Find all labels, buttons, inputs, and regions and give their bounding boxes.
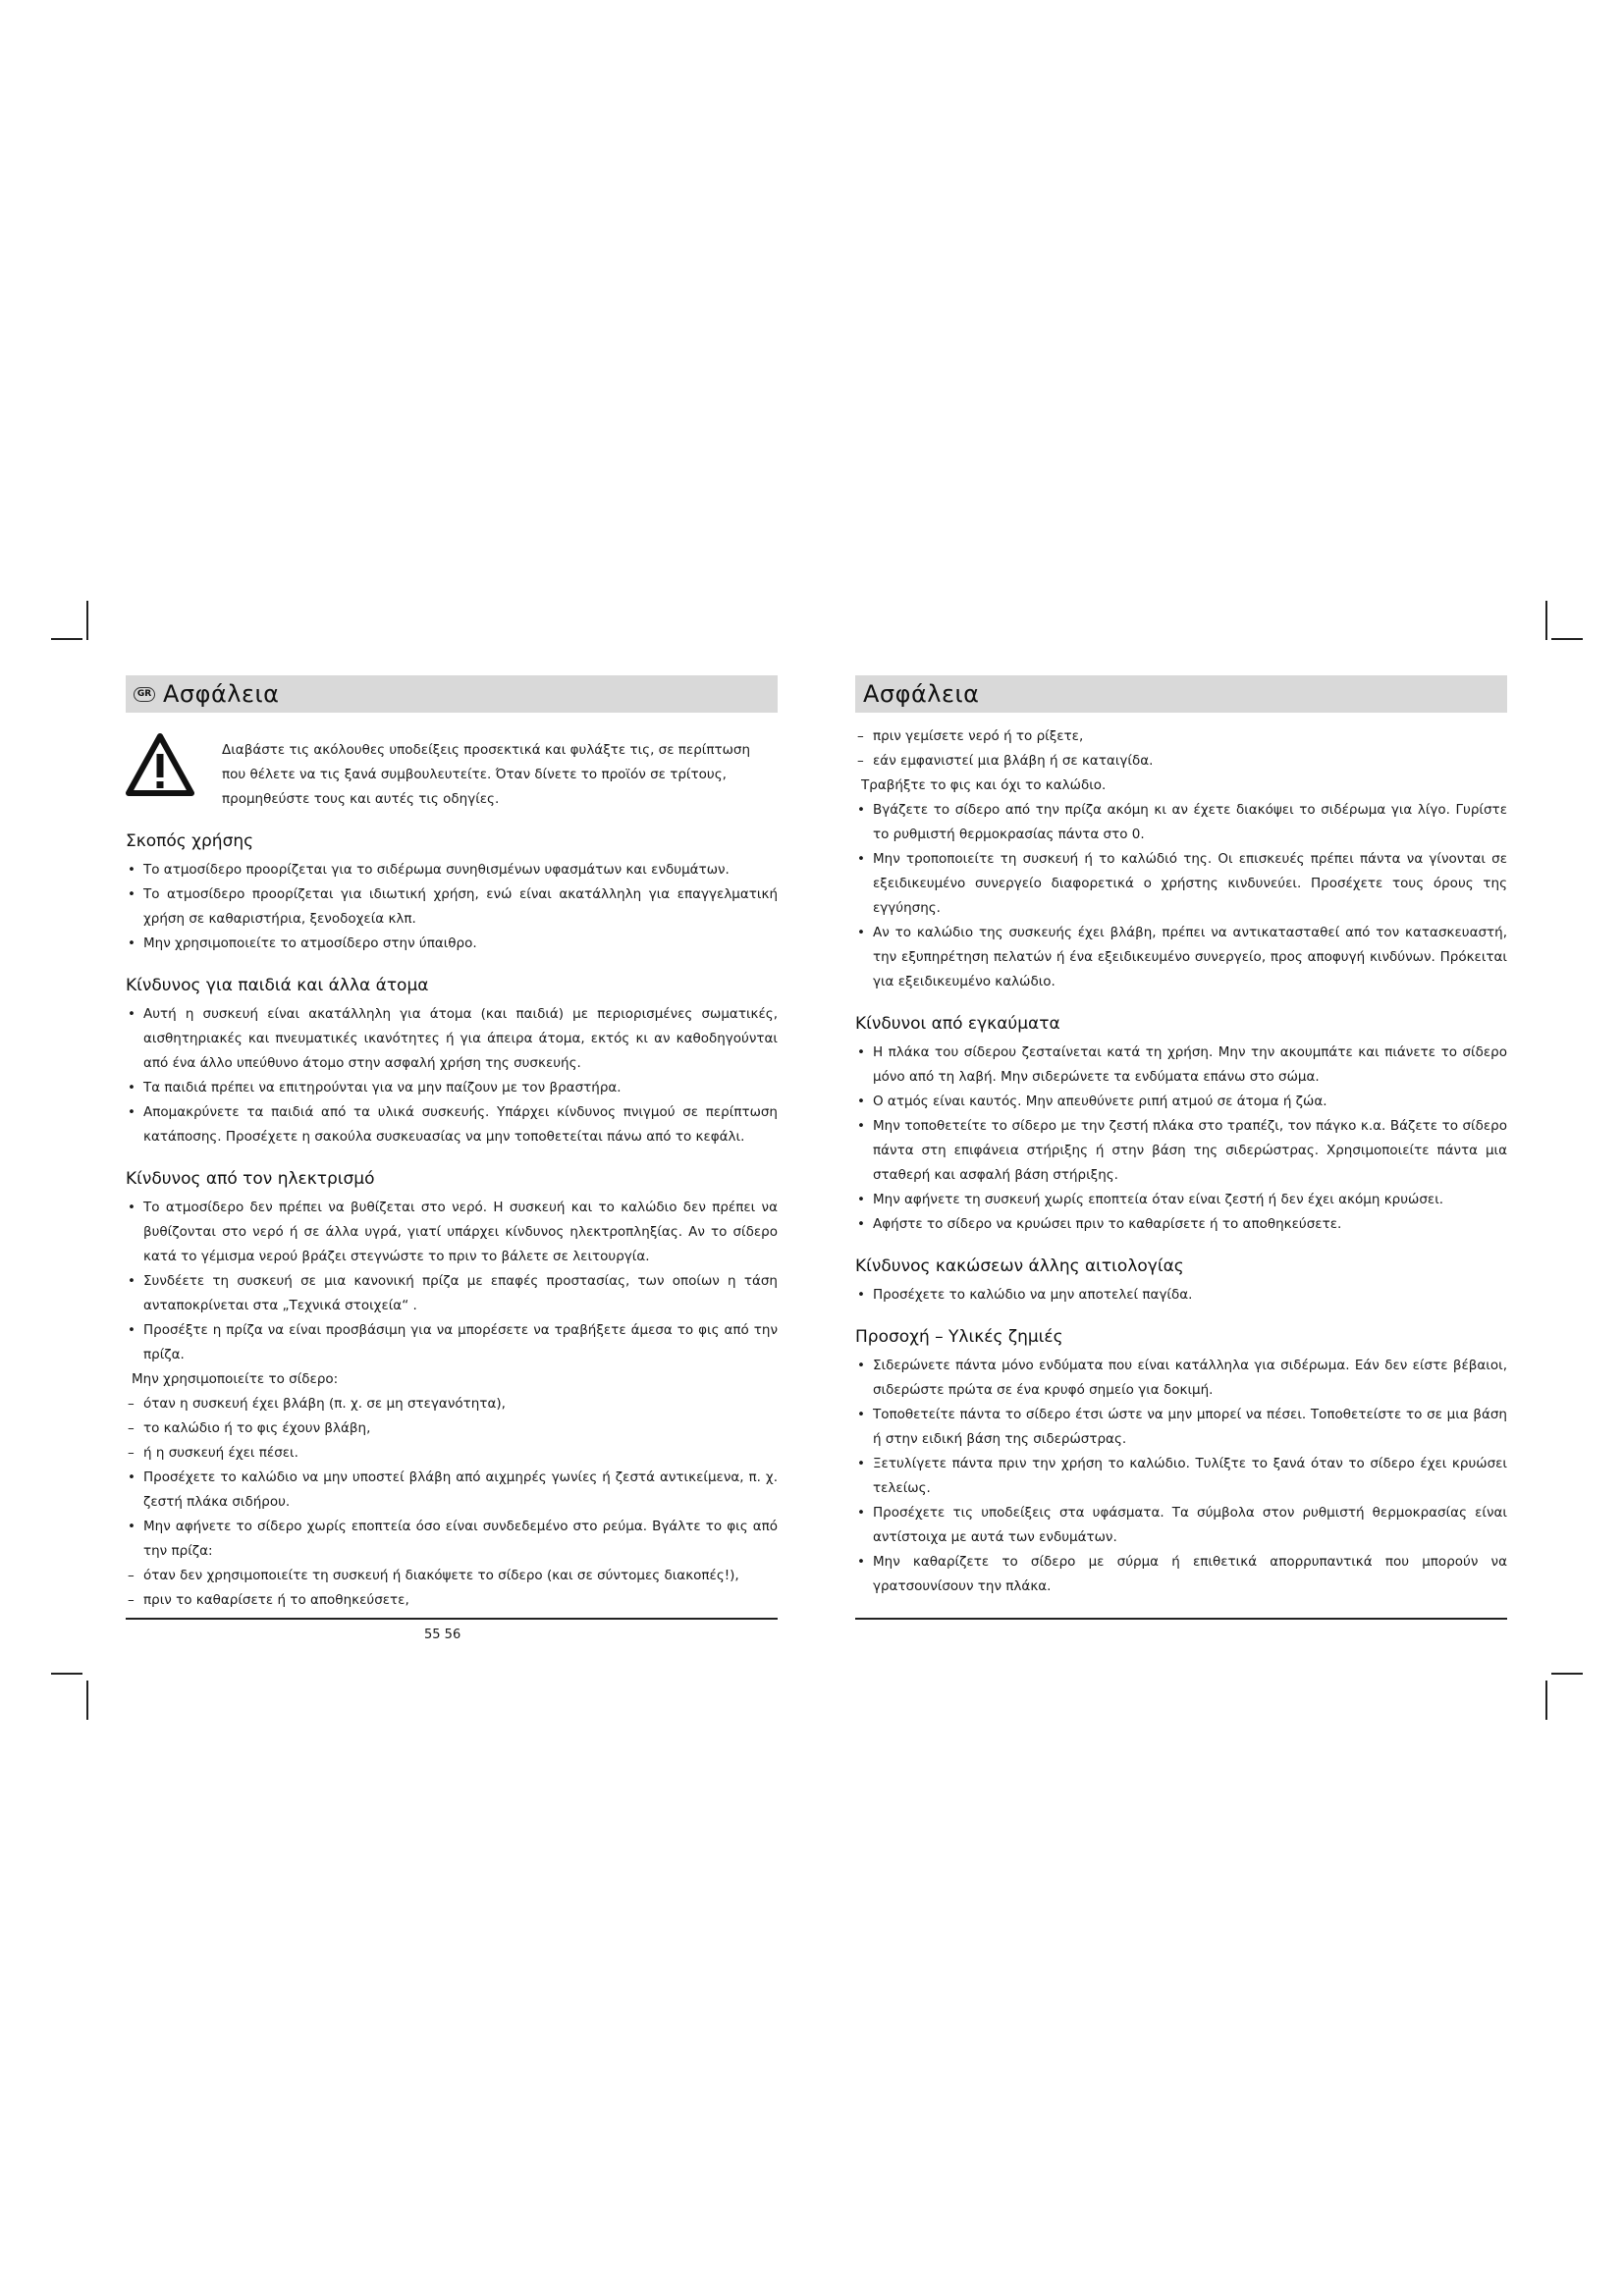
crop-mark: [1545, 1681, 1547, 1720]
crop-mark: [1551, 638, 1583, 640]
list-item: – όταν η συσκευή έχει βλάβη (π. χ. σε μη στεγανότητα),: [126, 1392, 778, 1416]
section-other-injuries: [855, 1255, 1507, 1308]
section-title: Προσοχή – Υλικές ζημιές: [855, 1327, 1063, 1347]
list-item: • Αφήστε το σίδερο να κρυώσει πριν το καθαρίσετε ή το αποθηκεύσετε.: [855, 1212, 1507, 1237]
crop-mark: [86, 1681, 88, 1720]
list-item: • Η πλάκα του σίδερου ζεσταίνεται κατά τη χρήση. Μην την ακουμπάτε και πιάνετε το σίδερο μόνο από τη λαβή. Μην σιδερώνετε τα ενδύματα επάνω στο σώμα.: [855, 1041, 1507, 1090]
list-item: • Ο ατμός είναι καυτός. Μην απευθύνετε ριπή ατμού σε άτομα ή ζώα.: [855, 1090, 1507, 1114]
list-item: • Μην αφήνετε τη συσκευή χωρίς εποπτεία όταν είναι ζεστή ή δεν έχει ακόμη κρυώσει.: [855, 1188, 1507, 1212]
list-item: • Το ατμοσίδερο προορίζεται για το σιδέρωμα συνηθισμένων υφασμάτων και ενδυμάτων.: [126, 858, 778, 882]
right-page-title: Ασφάλεια: [863, 680, 980, 708]
list-item: • Βγάζετε το σίδερο από την πρίζα ακόμη κι αν έχετε διακόψει το σιδέρωμα για λίγο. Γυρίστε το ρυθμιστή θερμοκρασίας πάντα στο 0.: [855, 798, 1507, 847]
list-item: • Μην τοποθετείτε το σίδερο με την ζεστή πλάκα στο τραπέζι, τον πάγκο κ.α. Βάζετε το σίδερο πάντα στη επιφάνεια στήριξης ή στην βάση της σιδερώστρας. Χρησιμοποιείτε πάντα μια σταθερή και ασφαλή βάση στήριξης.: [855, 1114, 1507, 1188]
list-item: • Μην χρησιμοποιείτε το ατμοσίδερο στην ύπαιθρο.: [126, 932, 778, 956]
section-title: Κίνδυνος από τον ηλεκτρισμό: [126, 1169, 375, 1189]
list-item: • Αυτή η συσκευή είναι ακατάλληλη για άτομα (και παιδιά) με περιορισμένες σωματικές, αισθητηριακές και πνευματικές ικανότητες ή για άπειρα άτομα, εκτός κι αν καθοδηγούνται από ένα άλλο υπεύθυνο άτομο στην ασφαλή χρήση της συσκευής.: [126, 1002, 778, 1076]
section-title: Σκοπός χρήσης: [126, 831, 254, 851]
list-item: • Σιδερώνετε πάντα μόνο ενδύματα που είναι κατάλληλα για σιδέρωμα. Εάν δεν είστε βέβαιοι, σιδερώστε πρώτα σε ένα κρυφό σημείο για δοκιμή.: [855, 1354, 1507, 1403]
list-item: – πριν γεμίσετε νερό ή το ρίξετε,: [855, 724, 1507, 749]
section-children: [126, 974, 778, 1149]
list-item: • Απομακρύνετε τα παιδιά από τα υλικά συσκευής. Υπάρχει κίνδυνος πνιγμού σε περίπτωση κατάποσης. Προσέχετε η σακούλα συσκευασίας να μην τοποθετείται πάνω από το κεφάλι.: [126, 1100, 778, 1149]
left-title-bar: [126, 675, 778, 713]
left-page: [126, 675, 778, 1613]
list-item: – ή η συσκευή έχει πέσει.: [126, 1441, 778, 1466]
crop-mark: [86, 601, 88, 640]
intro-text: Διαβάστε τις ακόλουθες υποδείξεις προσεκτικά και φυλάξτε τις, σε περίπτωση που θέλετε να τις ξανά συμβουλευτείτε. Όταν δίνετε το προϊόν σε τρίτους, προμηθεύστε τους και αυτές τις οδηγίες.: [222, 742, 751, 807]
section-title: Κίνδυνος κακώσεων άλλης αιτιολογίας: [855, 1256, 1184, 1276]
section-title: Κίνδυνοι από εγκαύματα: [855, 1014, 1060, 1034]
left-bottom-rule: [126, 1618, 778, 1620]
crop-mark: [1545, 601, 1547, 640]
list-item: – όταν δεν χρησιμοποιείτε τη συσκευή ή διακόψετε το σίδερο (και σε σύντομες διακοπές!),: [126, 1564, 778, 1588]
list-item: – πριν το καθαρίσετε ή το αποθηκεύσετε,: [126, 1588, 778, 1613]
list-item: • Αν το καλώδιο της συσκευής έχει βλάβη, πρέπει να αντικατασταθεί από τον κατασκευαστή, την εξυπηρέτηση πελατών ή ένα εξειδικευμένο συνεργείο, προς αποφυγή κινδύνων. Πρόκειται για εξειδικευμένο καλώδιο.: [855, 921, 1507, 994]
list-item: – εάν εμφανιστεί μια βλάβη ή σε καταιγίδα.: [855, 749, 1507, 774]
section-burns: [855, 1012, 1507, 1237]
list-item: • Μην αφήνετε το σίδερο χωρίς εποπτεία όσο είναι συνδεδεμένο στο ρεύμα. Βγάλτε το φις από την πρίζα:: [126, 1515, 778, 1564]
list-item: • Ξετυλίγετε πάντα πριν την χρήση το καλώδιο. Τυλίξτε το ξανά όταν το σίδερο έχει κρυώσει τελείως.: [855, 1452, 1507, 1501]
list-item: • Προσέχετε το καλώδιο να μην υποστεί βλάβη από αιχμηρές γωνίες ή ζεστά αντικείμενα, π. χ. ζεστή πλάκα σιδήρου.: [126, 1466, 778, 1515]
warning-triangle-icon: [126, 732, 194, 812]
warning-intro: [126, 732, 778, 812]
page-numbers: 55 56: [424, 1628, 461, 1642]
right-title-bar: [855, 675, 1507, 713]
crop-mark: [1551, 1673, 1583, 1675]
section-electricity: [126, 1167, 778, 1613]
list-item: • Το ατμοσίδερο δεν πρέπει να βυθίζεται στο νερό. Η συσκευή και το καλώδιο δεν πρέπει να βυθίζονται στο νερό ή σε άλλα υγρά, γιατί υπάρχει κίνδυνος ηλεκτροπληξίας. Αν το σίδερο κατά το γέμισμα νερού βράζει στεγνώστε το πριν το βάλετε σε λειτουργία.: [126, 1196, 778, 1269]
crop-mark: [51, 638, 82, 640]
list-item: • Τοποθετείτε πάντα το σίδερο έτσι ώστε να μην μπορεί να πέσει. Τοποθετείστε το σε μια βάση ή στην ειδική βάση της σιδερώστρας.: [855, 1403, 1507, 1452]
list-item: • Τα παιδιά πρέπει να επιτηρούνται για να μην παίζουν με τον βραστήρα.: [126, 1076, 778, 1100]
right-page: [855, 675, 1507, 1599]
list-item: • Μην τροποποιείτε τη συσκευή ή το καλώδιό της. Οι επισκευές πρέπει πάντα να γίνονται σε εξειδικευμένο συνεργείο διαφορετικά ο χρήστης κινδυνεύει. Προσέχετε τους όρους της εγγύησης.: [855, 847, 1507, 921]
list-item: • Το ατμοσίδερο προορίζεται για ιδιωτική χρήση, ενώ είναι ακατάλληλη για επαγγελματική χρήση σε καθαριστήρια, ξενοδοχεία κλπ.: [126, 882, 778, 932]
crop-mark: [51, 1673, 82, 1675]
section-title: Κίνδυνος για παιδιά και άλλα άτομα: [126, 976, 429, 995]
left-content: [126, 829, 778, 1613]
list-item: • Μην καθαρίζετε το σίδερο με σύρμα ή επιθετικά απορρυπαντικά που μπορούν να γρατσουνίσουν την πλάκα.: [855, 1550, 1507, 1599]
list-item: – το καλώδιο ή το φις έχουν βλάβη,: [126, 1416, 778, 1441]
left-page-title: Ασφάλεια: [163, 680, 280, 708]
list-item: • Προσέξτε η πρίζα να είναι προσβάσιμη για να μπορέσετε να τραβήξετε άμεσα το φις από την πρίζα.: [126, 1318, 778, 1367]
right-bottom-rule: [855, 1618, 1507, 1620]
right-content: [855, 724, 1507, 1599]
section-material-damage: [855, 1325, 1507, 1599]
gr-language-badge: GR: [134, 687, 155, 702]
list-item: • Προσέχετε το καλώδιο να μην αποτελεί παγίδα.: [855, 1283, 1507, 1308]
list-item: • Προσέχετε τις υποδείξεις στα υφάσματα. Τα σύμβολα στον ρυθμιστή θερμοκρασίας είναι αντίστοιχα με αυτά των ενδυμάτων.: [855, 1501, 1507, 1550]
list-item: Τραβήξτε το φις και όχι το καλώδιο.: [861, 777, 1107, 793]
list-item: Μην χρησιμοποιείτε το σίδερο:: [132, 1371, 339, 1387]
section-purpose: [126, 829, 778, 956]
list-item: • Συνδέετε τη συσκευή σε μια κανονική πρίζα με επαφές προστασίας, των οποίων η τάση ανταποκρίνεται στα „Τεχνικά στοιχεία“ .: [126, 1269, 778, 1318]
